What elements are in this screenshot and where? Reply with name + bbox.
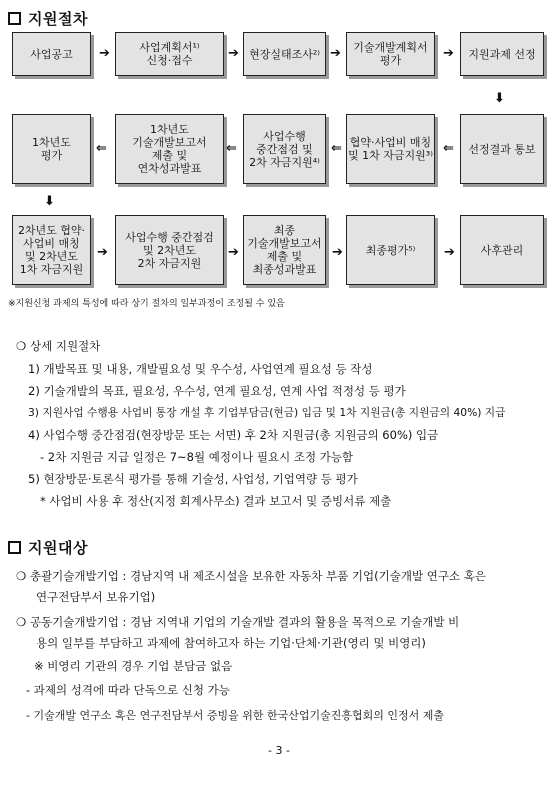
flow-step-box: 최종평가⁵⁾	[346, 215, 435, 285]
arrow-down-icon: ⬇	[494, 91, 505, 106]
checkbox-square-icon	[8, 12, 21, 25]
arrow-right-icon: ➔	[97, 245, 108, 260]
arrow-down-icon: ⬇	[44, 194, 55, 209]
detail-item: 2) 기술개발의 목표, 필요성, 우수성, 연계 필요성, 연계 사업 적정성 등 평가	[28, 384, 406, 398]
arrow-right-icon: ➔	[332, 245, 343, 260]
target-line: 용의 일부를 부담하고 과제에 참여하고자 하는 기업·단체·기관(영리 및 비영리)	[36, 636, 426, 650]
checkbox-square-icon	[8, 541, 21, 554]
flow-step-box: 최종 기술개발보고서 제출 및 최종성과발표	[243, 215, 326, 285]
detail-item: 1) 개발목표 및 내용, 개발필요성 및 우수성, 사업연계 필요성 등 작성	[28, 362, 373, 376]
page-number: - 3 -	[268, 744, 290, 757]
section-title: 지원절차	[28, 10, 88, 28]
target-line: - 과제의 성격에 따라 단독으로 신청 가능	[26, 683, 230, 697]
target-line: ❍ 총괄기술개발기업 : 경남지역 내 제조시설을 보유한 자동차 부품 기업(기술개발 연구소 혹은	[16, 569, 486, 583]
target-line: 연구전담부서 보유기업)	[36, 590, 156, 604]
arrow-left-icon: ⇐	[331, 141, 342, 156]
target-line: ❍ 공동기술개발기업 : 경남 지역내 기업의 기술개발 결과의 활용을 목적으로 기술개발 비	[16, 615, 460, 629]
detail-subitem: * 사업비 사용 후 정산(지정 회계사무소) 결과 보고서 및 증빙서류 제출	[40, 494, 392, 508]
flow-step-box: 사업수행 중간점검 및 2차년도 2차 자금지원	[115, 215, 224, 285]
flow-step-box: 선정결과 통보	[460, 114, 544, 184]
flow-step-box: 기술개발계획서 평가	[346, 32, 435, 76]
flow-step-box: 협약·사업비 매칭 및 1차 자금지원³⁾	[346, 114, 435, 184]
flow-note: ※지원신청 과제의 특성에 따라 상기 절차의 일부과정이 조정될 수 있음	[8, 299, 285, 309]
flow-step-box: 1차년도 기술개발보고서 제출 및 연차성과발표	[115, 114, 224, 184]
arrow-right-icon: ➔	[228, 245, 239, 260]
arrow-right-icon: ➔	[444, 245, 455, 260]
section-title: 지원대상	[28, 539, 88, 557]
detail-subitem: - 2차 지원금 지급 일정은 7~8월 예정이나 필요시 조정 가능함	[40, 450, 354, 464]
target-line: - 기술개발 연구소 혹은 연구전담부서 증빙을 위한 한국산업기술진흥협회의 인정서 제출	[26, 709, 444, 722]
flow-step-box: 현장실태조사²⁾	[243, 32, 326, 76]
flow-step-box: 2차년도 협약· 사업비 매칭 및 2차년도 1차 자금지원	[12, 215, 91, 285]
flow-step-box: 1차년도 평가	[12, 114, 91, 184]
flow-step-box: 지원과제 선정	[460, 32, 544, 76]
arrow-right-icon: ➔	[443, 46, 454, 61]
details-heading: ❍ 상세 지원절차	[16, 339, 101, 353]
detail-item: 5) 현장방문·토론식 평가를 통해 기술성, 사업성, 기업역량 등 평가	[28, 472, 358, 486]
detail-item: 3) 지원사업 수행용 사업비 통장 개설 후 기업부담금(현금) 입금 및 1차 지원금(총 지원금의 40%) 지급	[28, 406, 506, 419]
arrow-left-icon: ⇐	[443, 141, 454, 156]
arrow-right-icon: ➔	[99, 46, 110, 61]
section-header-procedure	[8, 8, 88, 29]
arrow-right-icon: ➔	[330, 46, 341, 61]
arrow-left-icon: ⇐	[96, 141, 107, 156]
target-note: ※ 비영리 기관의 경우 기업 분담금 없음	[34, 659, 233, 673]
flow-step-box: 사업수행 중간점검 및 2차 자금지원⁴⁾	[243, 114, 326, 184]
section-header-target	[8, 537, 88, 558]
flow-step-box: 사후관리	[460, 215, 544, 285]
arrow-left-icon: ⇐	[226, 141, 237, 156]
flow-step-box: 사업계획서¹⁾ 신청·접수	[115, 32, 224, 76]
arrow-right-icon: ➔	[228, 46, 239, 61]
flow-step-box: 사업공고	[12, 32, 91, 76]
detail-item: 4) 사업수행 중간점검(현장방문 또는 서면) 후 2차 지원금(총 지원금의 60%) 입금	[28, 428, 439, 442]
